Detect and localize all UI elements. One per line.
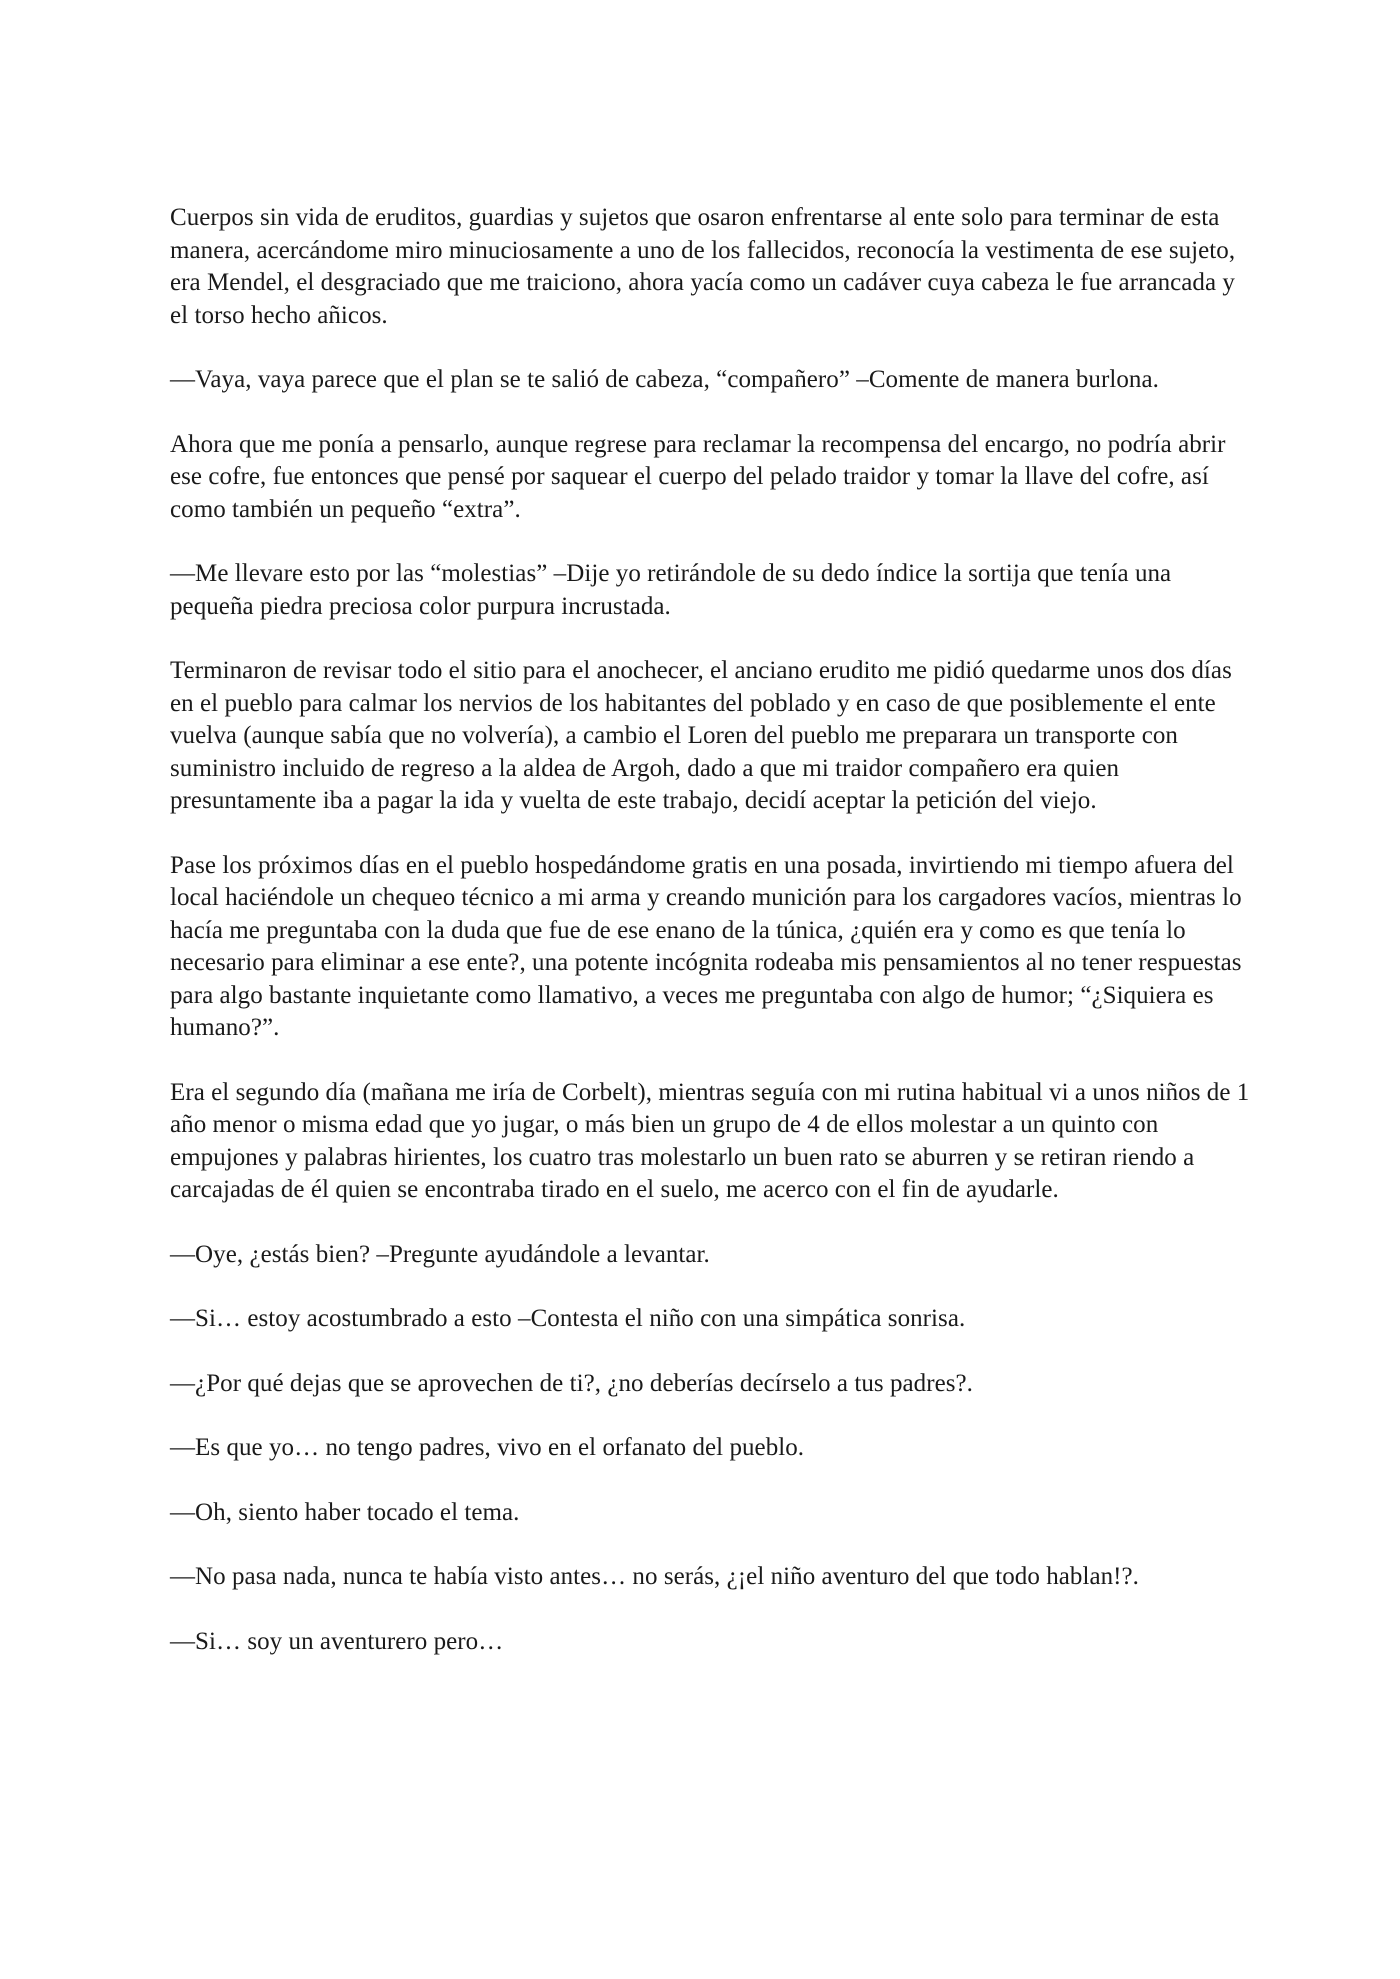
paragraph: Era el segundo día (mañana me iría de Corbelt), mientras seguía con mi rutina habitual vi a unos niños de 1 año menor o misma edad que yo jugar, o más bien un grupo de 4 de ellos molestar a un quinto con empujones y palabras hirientes, los cuatro tras molestarlo un buen rato se aburren y se retiran riendo a carcajadas de él quien se encontraba tirado en el suelo, me acerco con el fin de ayudarle. (170, 1078, 1250, 1203)
paragraph: Terminaron de revisar todo el sitio para el anochecer, el anciano erudito me pidió quedarme unos dos días en el pueblo para calmar los nervios de los habitantes del poblado y en caso de que posiblemente el ente vuelva (aunque sabía que no volvería), a cambio el Loren del pueblo me preparara un transporte con suministro incluido de regreso a la aldea de Argoh, dado a que mi traidor compañero era quien presuntamente iba a pagar la ida y vuelta de este trabajo, decidí aceptar la petición del viejo. (170, 657, 1232, 814)
document-body (170, 202, 1250, 1690)
dialogue-line: —¿Por qué dejas que se aprovechen de ti?, ¿no deberías decírselo a tus padres?. (170, 1369, 973, 1397)
dialogue-line: —No pasa nada, nunca te había visto antes… no serás, ¿¡el niño aventuro del que todo hablan!?. (170, 1563, 1139, 1590)
paragraph: Cuerpos sin vida de eruditos, guardias y sujetos que osaron enfrentarse al ente solo para terminar de esta manera, acercándome miro minuciosamente a uno de los fallecidos, reconocía la vestimenta de ese sujeto, era Mendel, el desgraciado que me traiciono, ahora yacía como un cadáver cuya cabeza le fue arrancada y el torso hecho añicos. (170, 204, 1236, 329)
dialogue-line: —Si… estoy acostumbrado a esto –Contesta el niño con una simpática sonrisa. (170, 1305, 966, 1332)
dialogue-line: —Oye, ¿estás bien? –Pregunte ayudándole a levantar. (170, 1240, 710, 1268)
dialogue-line: —Es que yo… no tengo padres, vivo en el orfanato del pueblo. (170, 1434, 805, 1461)
paragraph: —Vaya, vaya parece que el plan se te salió de cabeza, “compañero” –Comente de manera burlona. (170, 366, 1159, 393)
paragraph: Pase los próximos días en el pueblo hospedándome gratis en una posada, invirtiendo mi tiempo afuera del local haciéndole un chequeo técnico a mi arma y creando munición para los cargadores vacíos, mientras lo hacía me preguntaba con la duda que fue de ese enano de la túnica, ¿quién era y como es que tenía lo necesario para eliminar a ese ente?, una potente incógnita rodeaba mis pensamientos al no tener respuestas para algo bastante inquietante como llamativo, a veces me preguntaba con algo de humor; “¿Siquiera es humano?”. (170, 851, 1242, 1041)
dialogue-line: —Si… soy un aventurero pero… (170, 1627, 504, 1655)
dialogue-line: —Oh, siento haber tocado el tema. (170, 1498, 520, 1526)
paragraph: Ahora que me ponía a pensarlo, aunque regrese para reclamar la recompensa del encargo, no podría abrir ese cofre, fue entonces que pensé por saquear el cuerpo del pelado traidor y tomar la llave del cofre, así como también un pequeño “extra”. (170, 430, 1226, 523)
paragraph: —Me llevare esto por las “molestias” –Dije yo retirándole de su dedo índice la sortija que tenía una pequeña piedra preciosa color purpura incrustada. (170, 560, 1172, 620)
